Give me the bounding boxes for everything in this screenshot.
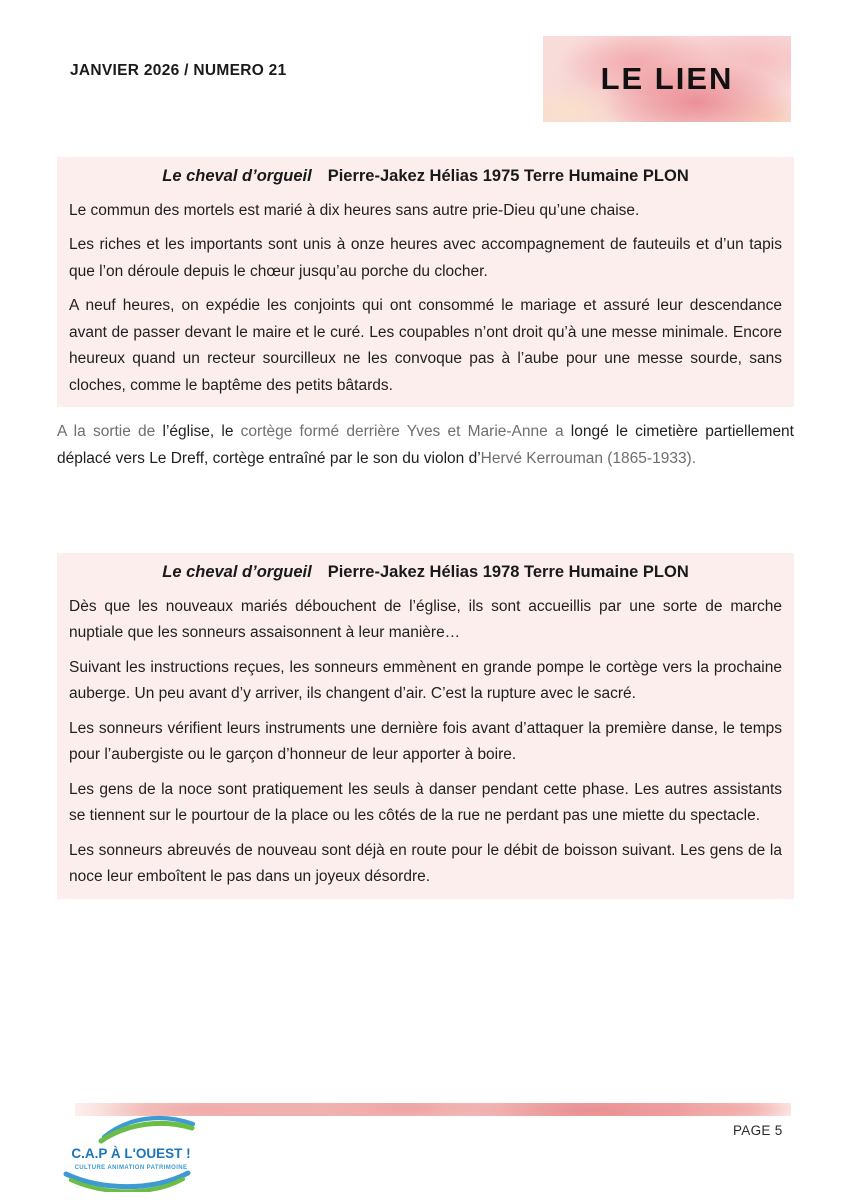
interlude-segment: cortège formé derrière Yves et Marie-Anne a: [240, 423, 571, 440]
book-reference: Pierre-Jakez Hélias 1975 Terre Humaine PLON: [327, 167, 689, 185]
quote-paragraph: A neuf heures, on expédie les conjoints qui ont consommé le mariage et assuré leur descendance avant de passer devant le maire et le curé. Les coupables n’ont droit qu’à une messe minimale. Encore heureux quand un recteur sourcilleux ne les convoque pas à l’aube pour une messe sourde, sans cloches, comme le baptême des petits bâtards.: [69, 297, 782, 394]
book-title-italic: Le cheval d’orgueil: [162, 563, 312, 581]
quote-paragraph: Dès que les nouveaux mariés débouchent de l’église, ils sont accueillis par une sorte de marche nuptiale que les sonneurs assaisonnent à leur manière…: [69, 597, 782, 641]
book-reference: Pierre-Jakez Hélias 1978 Terre Humaine PLON: [327, 563, 689, 581]
quote-paragraph: Suivant les instructions reçues, les sonneurs emmènent en grande pompe le cortège vers la prochaine auberge. Un peu avant d’y arriver, ils changent d’air. C’est la rupture avec le sacré.: [69, 658, 782, 702]
quote-block-1978: [57, 553, 794, 899]
interlude-paragraph: [57, 419, 794, 472]
page-number: PAGE 5: [733, 1123, 783, 1138]
quote-paragraph: Les gens de la noce sont pratiquement les seuls à danser pendant cette phase. Les autres assistants se tiennent sur le pourtour de la place ou les côtés de la rue ne perdant pas une miette du spectacle.: [69, 780, 782, 824]
quote-paragraph: Le commun des mortels est marié à dix heures sans autre prie-Dieu qu’une chaise.: [69, 201, 640, 219]
interlude-segment: l’église, le: [162, 423, 241, 440]
quote-paragraph: Les sonneurs vérifient leurs instruments une dernière fois avant d’attaquer la première danse, le temps pour l’aubergiste ou le garçon d’honneur de leur apporter à boire.: [69, 719, 782, 763]
logo-swoosh-icon: [56, 1110, 208, 1192]
interlude-segment: longé le cimetière partiellement déplacé vers Le Dreff, cortège entraîné par le son du violon d’: [57, 423, 794, 467]
quote-block-1978-title: [69, 559, 782, 586]
logo-title: C.A.P À L'OUEST !: [71, 1146, 191, 1161]
quote-paragraph: Les sonneurs abreuvés de nouveau sont déjà en route pour le débit de boisson suivant. Les gens de la noce leur emboîtent le pas dans un joyeux désordre.: [69, 841, 782, 885]
masthead-title: LE LIEN: [600, 61, 734, 96]
quote-block-1975: [57, 157, 794, 407]
interlude-segment: Hervé Kerrouman (1865-1933).: [480, 449, 697, 467]
book-title-italic: Le cheval d’orgueil: [162, 167, 312, 185]
quote-block-1975-title: [69, 163, 782, 190]
interlude-segment: A la sortie de: [57, 423, 163, 440]
masthead-banner: [543, 36, 791, 122]
logo-subtitle: CULTURE ANIMATION PATRIMOINE: [74, 1165, 188, 1171]
cap-a-louest-logo: [56, 1110, 208, 1192]
issue-label: JANVIER 2026 / NUMERO 21: [70, 62, 287, 79]
quote-paragraph: Les riches et les importants sont unis à onze heures avec accompagnement de fauteuils et d’un tapis que l’on déroule depuis le chœur jusqu’au porche du clocher.: [69, 236, 782, 280]
